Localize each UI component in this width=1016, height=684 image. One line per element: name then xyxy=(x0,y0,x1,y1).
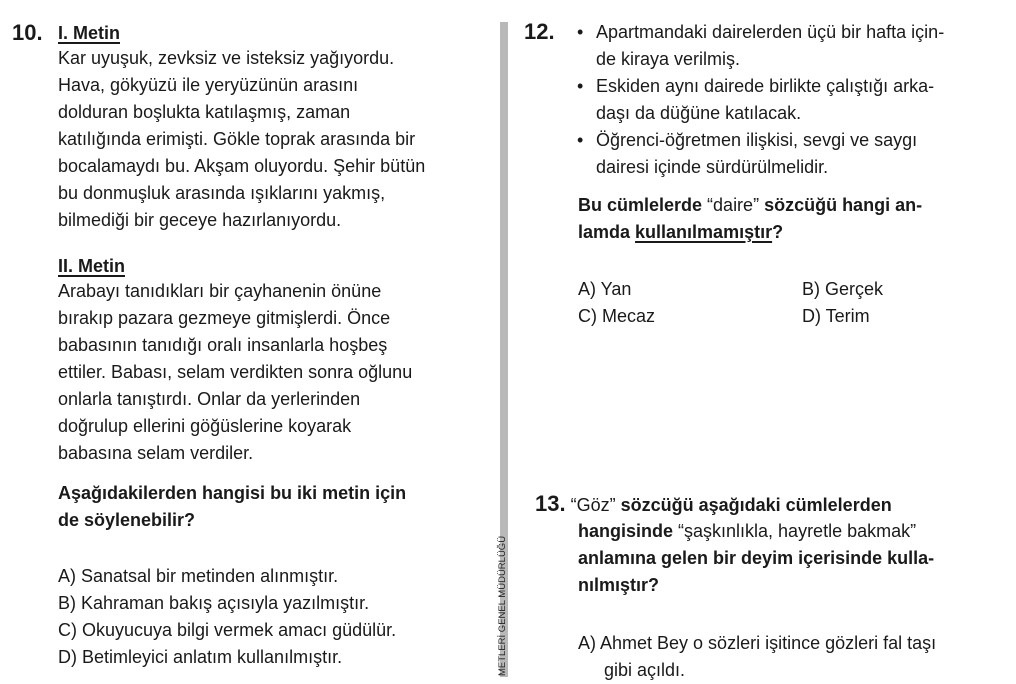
q12-negative-word: kullanılmamıştır xyxy=(635,222,773,242)
q10-option[interactable]: A) Sanatsal bir metinden alınmıştır. xyxy=(58,566,339,586)
q10-option[interactable]: D) Betimleyici anlatım kullanılmıştır. xyxy=(58,647,343,667)
question-number-10: 10. xyxy=(12,20,43,45)
question-10-line: de söylenebilir? xyxy=(58,510,196,530)
question-12-stem-line1 xyxy=(578,192,922,219)
q12-bullet-line: de kiraya verilmiş. xyxy=(596,49,741,69)
text1-line: bilmediği bir geceye hazırlanıyordu. xyxy=(58,210,342,230)
q13-option-a[interactable]: A) Ahmet Bey o sözleri işitince gözleri fal taşı xyxy=(578,633,937,653)
question-13-line4: nılmıştır? xyxy=(578,575,660,595)
text2-line: doğrulup ellerini göğüslerine koyarak xyxy=(58,416,352,436)
bullet-icon: • xyxy=(577,130,584,150)
q12-keyword: “daire” xyxy=(707,195,760,215)
text2-title: II. Metin xyxy=(58,256,125,276)
text1-line: bocalamaydı bu. Akşam oluyordu. Şehir bütün xyxy=(58,156,426,176)
q12-stem-part: sözcüğü hangi an- xyxy=(759,195,923,215)
margin-label: METLERİ GENEL MÜDÜRLÜĞÜ xyxy=(497,535,508,676)
text1-line: katılığında erimişti. Gökle toprak arasında bir xyxy=(58,129,416,149)
q13-stem-part: hangisinde xyxy=(578,521,679,541)
q12-stem-part: ? xyxy=(772,222,784,242)
text2-line: onlarla tanıştırdı. Onlar da yerlerinden xyxy=(58,389,361,409)
question-number-13: 13. xyxy=(535,491,566,516)
q13-quote: “şaşkınlıkla, hayretle bakmak” xyxy=(678,521,917,541)
text1-body xyxy=(58,45,425,234)
text2-line: babasının tanıdığı oralı insanlarla hoşbeş xyxy=(58,335,388,355)
q12-option-a[interactable]: A) Yan xyxy=(578,279,632,299)
q12-option-d[interactable]: D) Terim xyxy=(802,306,870,326)
question-10-stem xyxy=(58,480,406,534)
question-12-stem-line2 xyxy=(578,219,783,246)
q13-stem-part: sözcüğü aşağıdaki cümlelerden xyxy=(615,495,892,515)
text1-line: bu donmuşluk arasında ışıklarını yakmış, xyxy=(58,183,386,203)
text2-line: bırakıp pazara gezmeye gitmişlerdi. Önce xyxy=(58,308,391,328)
q12-bullet-line: Apartmandaki dairelerden üçü bir hafta için- xyxy=(596,22,945,42)
text2-body xyxy=(58,278,412,467)
question-10-line: Aşağıdakilerden hangisi bu iki metin için xyxy=(58,483,407,503)
text1-line: dolduran boşlukta katılaşmış, zaman xyxy=(58,102,351,122)
q10-option[interactable]: C) Okuyucuya bilgi vermek amacı güdülür. xyxy=(58,620,397,640)
question-13-line1 xyxy=(535,491,892,519)
q12-stem-part: Bu cümlelerde xyxy=(578,195,708,215)
text1-line: Hava, gökyüzü ile yeryüzünün arasını xyxy=(58,75,359,95)
q12-option-c[interactable]: C) Mecaz xyxy=(578,306,656,326)
question-10-options xyxy=(58,563,396,671)
text1-title: I. Metin xyxy=(58,23,120,43)
bullet-icon: • xyxy=(577,22,584,42)
text1-line: Kar uyuşuk, zevksiz ve isteksiz yağıyordu. xyxy=(58,48,395,68)
q12-stem-part: lamda xyxy=(578,222,636,242)
bullet-icon: • xyxy=(577,76,584,96)
q12-bullet-line: Öğrenci-öğretmen ilişkisi, sevgi ve saygı xyxy=(596,130,918,150)
q10-option[interactable]: B) Kahraman bakış açısıyla yazılmıştır. xyxy=(58,593,370,613)
q12-bullet-line: daşı da düğüne katılacak. xyxy=(596,103,802,123)
q13-keyword: “Göz” xyxy=(570,495,616,515)
question-13-line3: anlamına gelen bir deyim içerisinde kulla- xyxy=(578,548,935,568)
q12-option-b[interactable]: B) Gerçek xyxy=(802,279,884,299)
q13-option-a-cont[interactable]: gibi açıldı. xyxy=(604,660,686,680)
q12-bullet-line: dairesi içinde sürdürülmelidir. xyxy=(596,157,829,177)
question-number-12: 12. xyxy=(524,19,555,44)
question-13-line2 xyxy=(578,518,916,545)
text2-line: ettiler. Babası, selam verdikten sonra oğlunu xyxy=(58,362,413,382)
q12-bullet-line: Eskiden aynı dairede birlikte çalıştığı arka- xyxy=(596,76,935,96)
text2-line: Arabayı tanıdıkları bir çayhanenin önüne xyxy=(58,281,382,301)
text2-line: babasına selam verdiler. xyxy=(58,443,254,463)
